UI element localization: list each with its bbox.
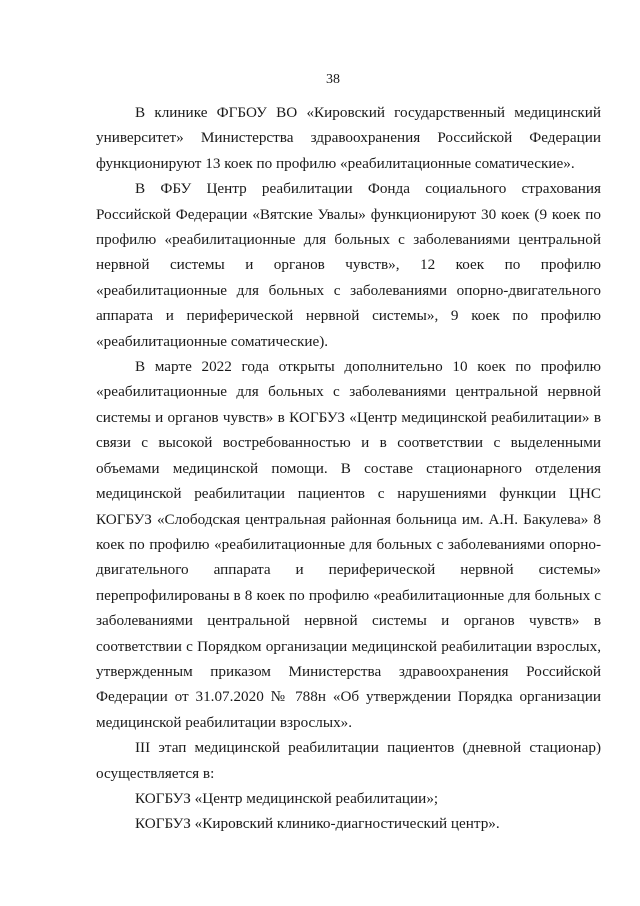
- paragraph-vyatskie-uvaly: В ФБУ Центр реабилитации Фонда социального страхования Российской Федерации «Вятские Увалы» функционируют 30 коек (9 коек по профилю «реабилитационные для больных с заболеваниями центральной нервной системы и органов чувств», 12 коек по профилю «реабилитационные для больных с заболеваниями опорно-двигательного аппарата и периферической нервной системы», 9 коек по профилю «реабилитационные соматические).: [96, 180, 601, 350]
- list-item: КОГБУЗ «Центр медицинской реабилитации»;: [135, 789, 439, 807]
- page-number: 38: [326, 72, 340, 87]
- list-item: КОГБУЗ «Кировский клинико-диагностический центр».: [135, 815, 500, 833]
- paragraph-march-2022: В марте 2022 года открыты дополнительно 10 коек по профилю «реабилитационные для больных с заболеваниями центральной нервной системы и органов чувств» в КОГБУЗ «Центр медицинской реабилитации» в связи с высокой востребованностью и в соответствии с выделенными объемами медицинской помощи. В составе стационарного отделения медицинской реабилитации пациентов с нарушениями функции ЦНС КОГБУЗ «Слободская центральная районная больница им. А.Н. Бакулева» 8 коек по профилю «реабилитационные для больных с заболеваниями опорно-двигательного аппарата и периферической нервной системы» перепрофилированы в 8 коек по профилю «реабилитационные для больных с заболеваниями центральной нервной системы и органов чувств» в соответствии с Порядком организации медицинской реабилитации взрослых, утвержденным приказом Министерства здравоохранения Российской Федерации от 31.07.2020 № 788н «Об утверждении Порядка организации медицинской реабилитации взрослых».: [96, 358, 601, 731]
- paragraph-kgmu: В клинике ФГБОУ ВО «Кировский государственный медицинский университет» Министерства здравоохранения Российской Федерации функционируют 13 коек по профилю «реабилитационные соматические».: [96, 104, 601, 172]
- paragraph-stage-three: III этап медицинской реабилитации пациентов (дневной стационар) осуществляется в:: [96, 739, 601, 782]
- document-body: [96, 100, 601, 837]
